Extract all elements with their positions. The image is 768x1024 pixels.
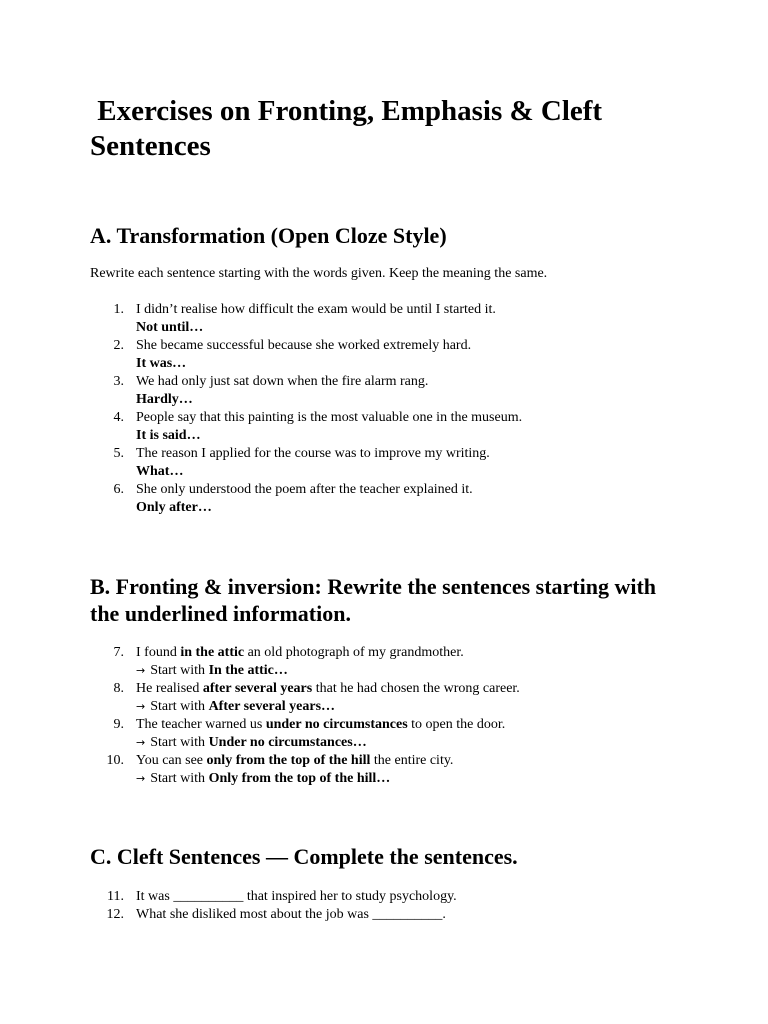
exercise-hint: It was… [136,356,187,371]
exercise-sentence: The reason I applied for the course was to improve my writing. [136,446,490,461]
exercise-sentence: I found in the attic an old photograph of my grandmother. [136,645,464,660]
section-c-heading: C. Cleft Sentences — Complete the sentences. [90,844,518,869]
exercise-sentence: What she disliked most about the job was __________. [136,907,446,922]
emphasis-phrase: only from the top of the hill [206,753,371,768]
section-b-heading: B. Fronting & inversion: Rewrite the sentences starting with the underlined information. [90,574,657,626]
list-item: 8. He realised after several years that he had chosen the wrong career. → Start with After several years… [90,680,690,716]
list-item: 7. I found in the attic an old photograph of my grandmother. → Start with In the attic… [90,644,690,680]
exercise-hint: → Start with Under no circumstances… [136,735,367,750]
document-page [90,94,690,924]
exercise-sentence: She only understood the poem after the teacher explained it. [136,482,473,497]
list-item: 4. People say that this painting is the most valuable one in the museum. It is said… [90,409,690,445]
emphasis-phrase: in the attic [180,645,245,660]
emphasis-phrase: after several years [202,681,313,696]
exercise-hint: It is said… [136,428,201,443]
exercise-hint: → Start with Only from the top of the hill… [136,771,391,786]
exercise-hint: → Start with After several years… [136,699,336,714]
list-item: 12. What she disliked most about the job was __________. [90,906,690,924]
arrow-right-icon: → [136,772,146,785]
section-a-heading: A. Transformation (Open Cloze Style) [90,223,447,248]
exercise-sentence: He realised after several years that he had chosen the wrong career. [136,681,520,696]
list-item: 3. We had only just sat down when the fire alarm rang. Hardly… [90,373,690,409]
list-item: 10. You can see only from the top of the hill the entire city. → Start with Only from the top of the hill… [90,752,690,788]
section-a-list [90,301,690,517]
arrow-right-icon: → [136,736,146,749]
exercise-sentence: She became successful because she worked extremely hard. [136,338,472,353]
section-a-instruction: Rewrite each sentence starting with the words given. Keep the meaning the same. [90,266,548,281]
exercise-hint: → Start with In the attic… [136,663,288,678]
list-item: 6. She only understood the poem after the teacher explained it. Only after… [90,481,690,517]
exercise-hint: Hardly… [136,392,193,407]
arrow-right-icon: → [136,664,146,677]
section-c-list [90,888,690,924]
exercise-sentence: The teacher warned us under no circumstances to open the door. [136,717,506,732]
exercise-sentence: People say that this painting is the most valuable one in the museum. [136,410,523,425]
exercise-sentence: You can see only from the top of the hill the entire city. [136,753,454,768]
list-item: 5. The reason I applied for the course was to improve my writing. What… [90,445,690,481]
section-b-list [90,644,690,788]
exercise-hint: Only after… [136,500,212,515]
list-item: 9. The teacher warned us under no circumstances to open the door. → Start with Under no circumstances… [90,716,690,752]
exercise-sentence: I didn’t realise how difficult the exam would be until I started it. [136,302,496,317]
document-title: Exercises on Fronting, Emphasis & Cleft Sentences [90,95,610,162]
exercise-hint: What… [136,464,184,479]
list-item: 11. It was __________ that inspired her to study psychology. [90,888,690,906]
exercise-sentence: It was __________ that inspired her to study psychology. [136,889,457,904]
exercise-hint: Not until… [136,320,204,335]
emphasis-phrase: under no circumstances [265,717,408,732]
exercise-sentence: We had only just sat down when the fire alarm rang. [136,374,429,389]
list-item: 2. She became successful because she worked extremely hard. It was… [90,337,690,373]
arrow-right-icon: → [136,700,146,713]
list-item: 1. I didn’t realise how difficult the exam would be until I started it. Not until… [90,301,690,337]
